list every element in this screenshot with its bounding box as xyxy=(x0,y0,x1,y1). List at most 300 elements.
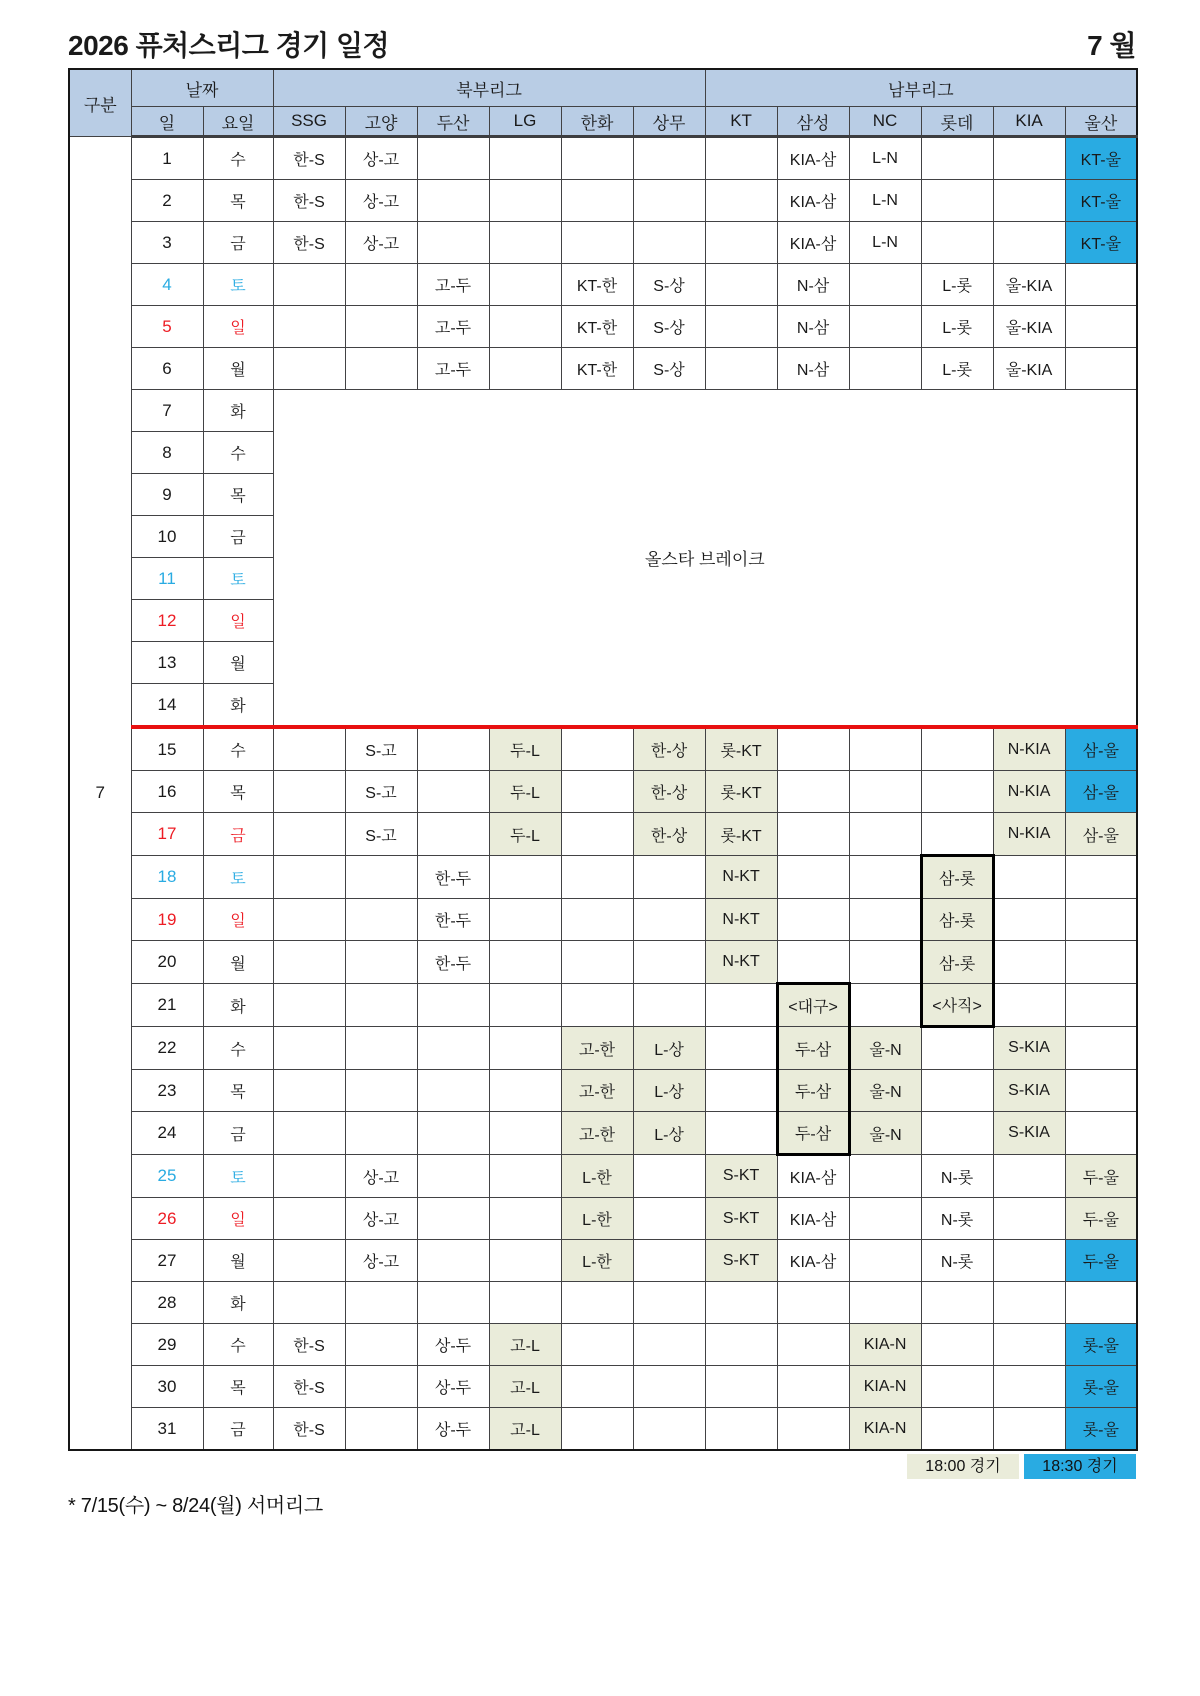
game-cell: 두-삼 xyxy=(777,1112,849,1155)
game-cell xyxy=(633,1366,705,1408)
game-cell xyxy=(777,771,849,813)
game-cell xyxy=(921,771,993,813)
game-cell xyxy=(561,941,633,984)
month-group-cell: 7 xyxy=(69,137,131,1451)
game-cell: 고-한 xyxy=(561,1112,633,1155)
weekday-cell: 토 xyxy=(203,856,273,899)
weekday-cell: 목 xyxy=(203,1070,273,1112)
game-cell: 고-두 xyxy=(417,306,489,348)
game-cell: <대구> xyxy=(777,984,849,1027)
game-cell: <사직> xyxy=(921,984,993,1027)
game-cell xyxy=(561,984,633,1027)
game-cell: 울-KIA xyxy=(993,306,1065,348)
game-cell xyxy=(849,1240,921,1282)
game-cell xyxy=(633,899,705,941)
game-cell xyxy=(273,1282,345,1324)
header-team-고양: 고양 xyxy=(345,107,417,137)
day-number-cell: 28 xyxy=(131,1282,203,1324)
weekday-cell: 일 xyxy=(203,306,273,348)
weekday-cell: 화 xyxy=(203,984,273,1027)
schedule-row-26 xyxy=(69,1198,1137,1240)
game-cell xyxy=(561,137,633,180)
game-cell xyxy=(849,984,921,1027)
schedule-sheet xyxy=(68,68,1136,1518)
game-cell xyxy=(1065,856,1137,899)
header-team-울산: 울산 xyxy=(1065,107,1137,137)
game-cell: KT-울 xyxy=(1065,222,1137,264)
game-cell: 삼-롯 xyxy=(921,899,993,941)
game-cell: 삼-롯 xyxy=(921,856,993,899)
game-cell: N-롯 xyxy=(921,1198,993,1240)
game-cell xyxy=(849,856,921,899)
game-cell: 삼-롯 xyxy=(921,941,993,984)
game-cell xyxy=(849,941,921,984)
weekday-cell: 목 xyxy=(203,771,273,813)
game-cell xyxy=(561,813,633,856)
weekday-cell: 월 xyxy=(203,642,273,684)
game-cell: N-KT xyxy=(705,941,777,984)
game-cell xyxy=(489,941,561,984)
day-number-cell: 18 xyxy=(131,856,203,899)
allstar-break-cell: 올스타 브레이크 xyxy=(273,390,1137,728)
day-number-cell: 16 xyxy=(131,771,203,813)
game-cell: S-상 xyxy=(633,306,705,348)
schedule-row-7 xyxy=(69,390,1137,432)
weekday-cell: 목 xyxy=(203,1366,273,1408)
weekday-cell: 수 xyxy=(203,137,273,180)
game-cell: L-한 xyxy=(561,1155,633,1198)
day-number-cell: 11 xyxy=(131,558,203,600)
game-cell xyxy=(921,222,993,264)
game-cell: 두-울 xyxy=(1065,1198,1137,1240)
game-cell xyxy=(345,1408,417,1451)
game-cell xyxy=(849,348,921,390)
header-team-KIA: KIA xyxy=(993,107,1065,137)
weekday-cell: 목 xyxy=(203,180,273,222)
game-cell xyxy=(273,348,345,390)
game-cell: KIA-N xyxy=(849,1324,921,1366)
game-cell: KIA-삼 xyxy=(777,1198,849,1240)
game-cell xyxy=(417,727,489,771)
game-cell xyxy=(993,899,1065,941)
game-cell xyxy=(345,1324,417,1366)
game-cell: 한-두 xyxy=(417,899,489,941)
header-team-두산: 두산 xyxy=(417,107,489,137)
game-cell: N-KIA xyxy=(993,813,1065,856)
game-cell xyxy=(345,1027,417,1070)
game-cell xyxy=(417,1070,489,1112)
legend-1800: 18:00 경기 xyxy=(907,1454,1019,1479)
game-cell xyxy=(345,348,417,390)
game-cell xyxy=(273,856,345,899)
weekday-cell: 토 xyxy=(203,1155,273,1198)
game-cell xyxy=(705,1408,777,1451)
weekday-cell: 일 xyxy=(203,600,273,642)
schedule-row-15 xyxy=(69,727,1137,771)
game-cell: 울-N xyxy=(849,1112,921,1155)
game-cell: 고-두 xyxy=(417,264,489,306)
game-cell: 한-S xyxy=(273,180,345,222)
schedule-row-2 xyxy=(69,180,1137,222)
game-cell xyxy=(705,348,777,390)
game-cell xyxy=(705,1282,777,1324)
day-number-cell: 21 xyxy=(131,984,203,1027)
game-cell xyxy=(1065,264,1137,306)
game-cell: 한-S xyxy=(273,1408,345,1451)
game-cell: S-KIA xyxy=(993,1027,1065,1070)
game-cell: 한-S xyxy=(273,1324,345,1366)
weekday-cell: 수 xyxy=(203,727,273,771)
header-team-삼성: 삼성 xyxy=(777,107,849,137)
game-cell: L-롯 xyxy=(921,306,993,348)
game-cell xyxy=(561,1408,633,1451)
game-cell: N-롯 xyxy=(921,1240,993,1282)
day-number-cell: 29 xyxy=(131,1324,203,1366)
game-cell xyxy=(1065,1112,1137,1155)
game-cell xyxy=(849,1155,921,1198)
schedule-table xyxy=(68,68,1138,1451)
game-cell xyxy=(345,264,417,306)
game-cell: 상-두 xyxy=(417,1408,489,1451)
day-number-cell: 6 xyxy=(131,348,203,390)
game-cell: 한-상 xyxy=(633,771,705,813)
game-cell: 고-한 xyxy=(561,1070,633,1112)
game-cell xyxy=(921,180,993,222)
game-cell xyxy=(417,1240,489,1282)
game-cell: 상-고 xyxy=(345,222,417,264)
day-number-cell: 12 xyxy=(131,600,203,642)
game-cell xyxy=(777,813,849,856)
weekday-cell: 수 xyxy=(203,1027,273,1070)
game-cell xyxy=(705,1324,777,1366)
game-cell: N-KIA xyxy=(993,771,1065,813)
game-cell xyxy=(921,813,993,856)
game-cell: KT-한 xyxy=(561,264,633,306)
game-cell xyxy=(633,1324,705,1366)
game-cell xyxy=(1065,941,1137,984)
game-cell xyxy=(993,984,1065,1027)
game-cell xyxy=(345,856,417,899)
schedule-row-31 xyxy=(69,1408,1137,1451)
game-cell: L-한 xyxy=(561,1198,633,1240)
day-number-cell: 9 xyxy=(131,474,203,516)
game-cell xyxy=(633,137,705,180)
day-number-cell: 24 xyxy=(131,1112,203,1155)
game-cell: 삼-울 xyxy=(1065,727,1137,771)
game-cell xyxy=(273,1070,345,1112)
day-number-cell: 8 xyxy=(131,432,203,474)
game-cell xyxy=(777,1324,849,1366)
game-cell: N-KIA xyxy=(993,727,1065,771)
game-cell: S-KT xyxy=(705,1155,777,1198)
day-number-cell: 14 xyxy=(131,684,203,728)
game-cell: S-고 xyxy=(345,771,417,813)
weekday-cell: 화 xyxy=(203,684,273,728)
schedule-row-27 xyxy=(69,1240,1137,1282)
game-cell xyxy=(417,1155,489,1198)
header-league-1: 남부리그 xyxy=(705,69,1137,107)
game-cell: L-N xyxy=(849,180,921,222)
game-cell: L-N xyxy=(849,222,921,264)
weekday-cell: 화 xyxy=(203,1282,273,1324)
game-cell: 한-S xyxy=(273,1366,345,1408)
game-cell: 롯-울 xyxy=(1065,1408,1137,1451)
game-cell xyxy=(993,1282,1065,1324)
game-cell xyxy=(1065,1282,1137,1324)
game-cell xyxy=(993,180,1065,222)
weekday-cell: 화 xyxy=(203,390,273,432)
game-cell xyxy=(345,899,417,941)
game-cell: S-상 xyxy=(633,348,705,390)
schedule-row-18 xyxy=(69,856,1137,899)
schedule-row-23 xyxy=(69,1070,1137,1112)
schedule-row-20 xyxy=(69,941,1137,984)
game-cell: 울-KIA xyxy=(993,264,1065,306)
day-number-cell: 19 xyxy=(131,899,203,941)
day-number-cell: 10 xyxy=(131,516,203,558)
game-cell: KT-울 xyxy=(1065,180,1137,222)
game-cell: N-KT xyxy=(705,856,777,899)
game-cell xyxy=(345,1112,417,1155)
game-cell xyxy=(633,180,705,222)
day-number-cell: 2 xyxy=(131,180,203,222)
day-number-cell: 1 xyxy=(131,137,203,180)
game-cell: L-롯 xyxy=(921,264,993,306)
schedule-row-21 xyxy=(69,984,1137,1027)
game-cell xyxy=(777,1408,849,1451)
game-cell xyxy=(417,180,489,222)
game-cell: 롯-KT xyxy=(705,771,777,813)
game-cell xyxy=(273,813,345,856)
game-cell: KT-울 xyxy=(1065,137,1137,180)
day-number-cell: 30 xyxy=(131,1366,203,1408)
game-cell: 두-L xyxy=(489,813,561,856)
schedule-row-5 xyxy=(69,306,1137,348)
header-date: 날짜 xyxy=(131,69,273,107)
month-label: 7 월 xyxy=(1087,30,1136,61)
game-cell xyxy=(1065,348,1137,390)
day-number-cell: 15 xyxy=(131,727,203,771)
game-cell xyxy=(489,264,561,306)
schedule-row-6 xyxy=(69,348,1137,390)
game-cell: L-롯 xyxy=(921,348,993,390)
game-cell: S-KIA xyxy=(993,1112,1065,1155)
title-row xyxy=(68,24,1136,64)
weekday-cell: 일 xyxy=(203,899,273,941)
schedule-row-3 xyxy=(69,222,1137,264)
game-cell xyxy=(777,941,849,984)
game-cell xyxy=(993,222,1065,264)
weekday-cell: 목 xyxy=(203,474,273,516)
day-number-cell: 5 xyxy=(131,306,203,348)
game-cell: 울-N xyxy=(849,1027,921,1070)
game-cell: 고-한 xyxy=(561,1027,633,1070)
game-cell xyxy=(993,941,1065,984)
game-cell: L-상 xyxy=(633,1070,705,1112)
game-cell xyxy=(417,984,489,1027)
game-cell: N-KT xyxy=(705,899,777,941)
game-cell: L-상 xyxy=(633,1027,705,1070)
game-cell: N-삼 xyxy=(777,264,849,306)
game-cell xyxy=(993,1155,1065,1198)
game-cell xyxy=(273,941,345,984)
game-cell xyxy=(921,727,993,771)
game-cell: 상-고 xyxy=(345,137,417,180)
game-cell xyxy=(273,1027,345,1070)
game-cell: S-고 xyxy=(345,727,417,771)
day-number-cell: 20 xyxy=(131,941,203,984)
game-cell xyxy=(849,899,921,941)
game-cell xyxy=(921,1408,993,1451)
game-cell xyxy=(489,348,561,390)
game-cell xyxy=(489,1112,561,1155)
game-cell: 롯-KT xyxy=(705,813,777,856)
game-cell xyxy=(777,727,849,771)
schedule-row-22 xyxy=(69,1027,1137,1070)
game-cell xyxy=(561,222,633,264)
game-cell xyxy=(705,306,777,348)
game-cell: 한-상 xyxy=(633,727,705,771)
game-cell: 한-두 xyxy=(417,856,489,899)
schedule-row-30 xyxy=(69,1366,1137,1408)
game-cell xyxy=(777,899,849,941)
game-cell xyxy=(273,899,345,941)
schedule-row-16 xyxy=(69,771,1137,813)
game-cell: L-N xyxy=(849,137,921,180)
game-cell: 삼-울 xyxy=(1065,813,1137,856)
game-cell: 롯-울 xyxy=(1065,1324,1137,1366)
weekday-cell: 월 xyxy=(203,941,273,984)
game-cell xyxy=(705,1070,777,1112)
weekday-cell: 금 xyxy=(203,813,273,856)
game-cell: KT-한 xyxy=(561,348,633,390)
game-cell xyxy=(633,1198,705,1240)
game-cell xyxy=(561,180,633,222)
game-cell: KIA-N xyxy=(849,1408,921,1451)
game-cell: 삼-울 xyxy=(1065,771,1137,813)
game-cell xyxy=(1065,1070,1137,1112)
game-cell xyxy=(273,984,345,1027)
game-cell xyxy=(633,222,705,264)
game-cell xyxy=(417,1282,489,1324)
game-cell: 두-삼 xyxy=(777,1070,849,1112)
game-cell xyxy=(633,1240,705,1282)
game-cell xyxy=(273,727,345,771)
game-cell: S-KT xyxy=(705,1240,777,1282)
game-cell xyxy=(489,1282,561,1324)
game-cell: 두-L xyxy=(489,727,561,771)
game-cell xyxy=(921,1366,993,1408)
game-cell xyxy=(705,984,777,1027)
game-cell xyxy=(561,1282,633,1324)
game-cell xyxy=(849,727,921,771)
header-team-LG: LG xyxy=(489,107,561,137)
weekday-cell: 월 xyxy=(203,1240,273,1282)
weekday-cell: 금 xyxy=(203,1112,273,1155)
game-cell xyxy=(561,1366,633,1408)
game-cell xyxy=(921,1282,993,1324)
game-cell: 울-KIA xyxy=(993,348,1065,390)
game-cell: 롯-울 xyxy=(1065,1366,1137,1408)
game-cell xyxy=(273,1198,345,1240)
game-cell xyxy=(705,180,777,222)
day-number-cell: 23 xyxy=(131,1070,203,1112)
game-cell xyxy=(705,137,777,180)
game-cell xyxy=(489,222,561,264)
game-cell xyxy=(849,1198,921,1240)
game-cell xyxy=(417,222,489,264)
game-cell: KIA-삼 xyxy=(777,180,849,222)
header-group: 구분 xyxy=(69,69,131,137)
game-cell: 상-고 xyxy=(345,180,417,222)
game-cell xyxy=(417,1198,489,1240)
day-number-cell: 17 xyxy=(131,813,203,856)
game-cell xyxy=(489,899,561,941)
game-cell xyxy=(633,941,705,984)
game-cell: 두-울 xyxy=(1065,1155,1137,1198)
game-cell: 두-울 xyxy=(1065,1240,1137,1282)
game-cell xyxy=(561,1324,633,1366)
game-cell xyxy=(273,264,345,306)
weekday-cell: 월 xyxy=(203,348,273,390)
game-cell xyxy=(921,1324,993,1366)
schedule-row-4 xyxy=(69,264,1137,306)
game-cell: N-롯 xyxy=(921,1155,993,1198)
game-cell: S-고 xyxy=(345,813,417,856)
game-cell: 상-고 xyxy=(345,1155,417,1198)
game-cell xyxy=(849,813,921,856)
game-cell xyxy=(489,1240,561,1282)
page-title: 2026 퓨처스리그 경기 일정 xyxy=(68,30,390,61)
game-cell xyxy=(489,1070,561,1112)
header-team-KT: KT xyxy=(705,107,777,137)
header-team-롯데: 롯데 xyxy=(921,107,993,137)
game-cell: L-상 xyxy=(633,1112,705,1155)
game-cell xyxy=(489,306,561,348)
schedule-row-29 xyxy=(69,1324,1137,1366)
header-datecol-0: 일 xyxy=(131,107,203,137)
game-cell: 두-L xyxy=(489,771,561,813)
game-time-legend xyxy=(68,1454,1136,1479)
game-cell xyxy=(345,1282,417,1324)
schedule-row-1 xyxy=(69,137,1137,180)
game-cell xyxy=(777,856,849,899)
header-league-0: 북부리그 xyxy=(273,69,705,107)
day-number-cell: 3 xyxy=(131,222,203,264)
game-cell: 고-L xyxy=(489,1324,561,1366)
game-cell xyxy=(993,1324,1065,1366)
game-cell xyxy=(1065,306,1137,348)
game-cell xyxy=(633,1155,705,1198)
game-cell xyxy=(849,264,921,306)
game-cell xyxy=(921,1070,993,1112)
weekday-cell: 금 xyxy=(203,516,273,558)
game-cell xyxy=(417,1112,489,1155)
game-cell: 고-L xyxy=(489,1366,561,1408)
game-cell: 고-L xyxy=(489,1408,561,1451)
game-cell xyxy=(993,856,1065,899)
game-cell: L-한 xyxy=(561,1240,633,1282)
game-cell xyxy=(633,984,705,1027)
legend-1830: 18:30 경기 xyxy=(1024,1454,1136,1479)
game-cell: 울-N xyxy=(849,1070,921,1112)
game-cell xyxy=(1065,899,1137,941)
schedule-row-25 xyxy=(69,1155,1137,1198)
day-number-cell: 25 xyxy=(131,1155,203,1198)
day-number-cell: 26 xyxy=(131,1198,203,1240)
weekday-cell: 금 xyxy=(203,1408,273,1451)
header-team-NC: NC xyxy=(849,107,921,137)
